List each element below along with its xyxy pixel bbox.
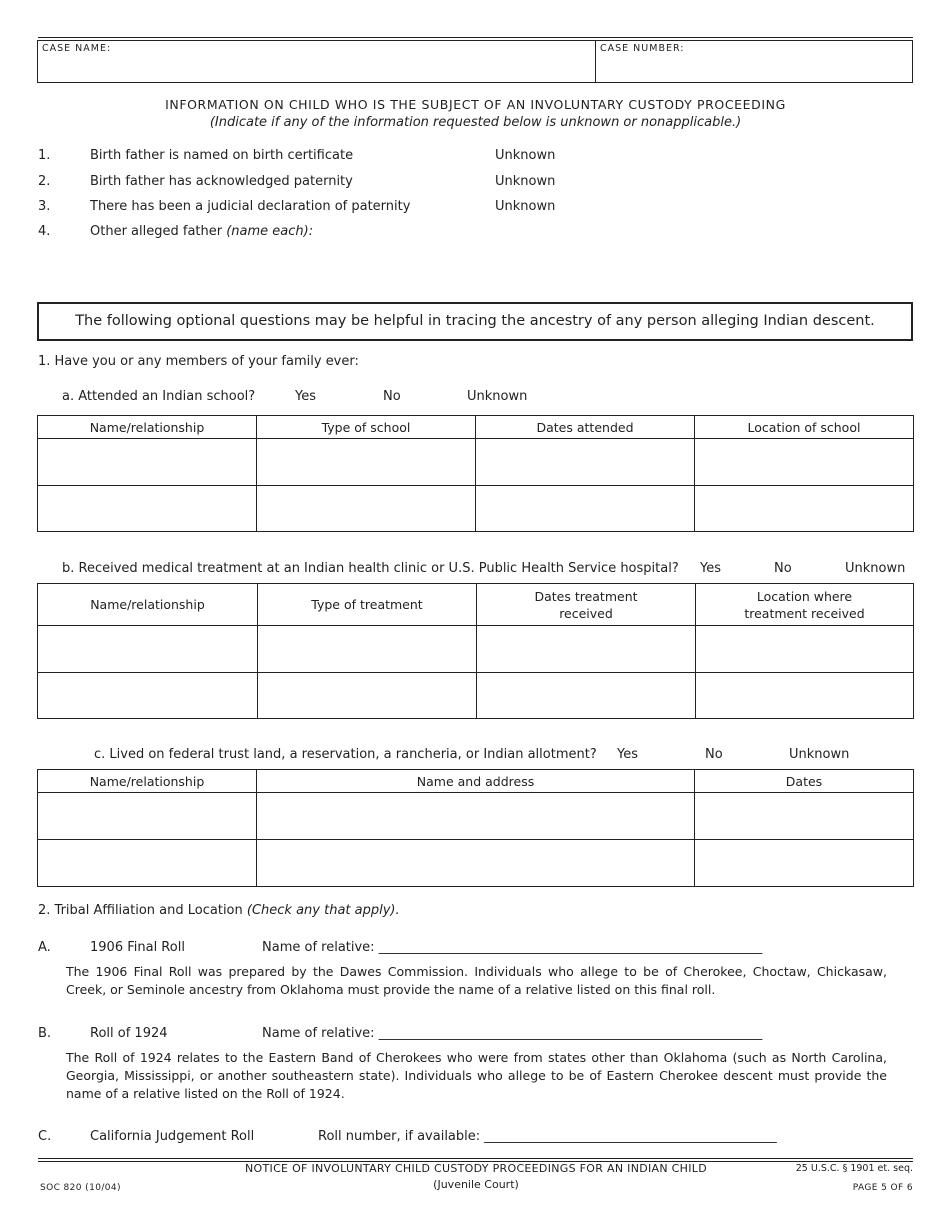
roll-a-checkbox-label[interactable]: 1906 Final Roll <box>90 940 185 955</box>
table-cell[interactable] <box>38 840 257 887</box>
footer-subtitle: (Juvenile Court) <box>433 1178 519 1191</box>
table-cell[interactable] <box>695 486 914 532</box>
table-cell[interactable] <box>258 626 477 673</box>
roll-b-description: The Roll of 1924 relates to the Eastern Band of Cherokees who were from states other than Oklahoma (such as North Carolina, Georgia, Mississippi, or another southeastern state). Individuals who allege to be of Eastern Cherokee descent must provide the name of a relative listed on the Roll of 1924. <box>66 1050 887 1101</box>
table-header-row <box>38 584 914 626</box>
info-item-2-num: 2. <box>38 174 51 189</box>
table-header-row <box>38 770 914 793</box>
info-item-1-status[interactable]: Unknown <box>495 148 556 163</box>
table-cell[interactable] <box>695 439 914 486</box>
q1c-question: c. Lived on federal trust land, a reservation, a rancheria, or Indian allotment? <box>94 747 597 762</box>
case-name-label: CASE NAME: <box>42 43 112 54</box>
q1a-unknown-option[interactable]: Unknown <box>467 389 528 404</box>
q1a-yes-option[interactable]: Yes <box>295 389 316 404</box>
table-header-row <box>38 416 914 439</box>
case-header-box <box>37 40 913 83</box>
roll-b-relative-field[interactable]: Name of relative: ___________________________________________________________ <box>262 1026 763 1041</box>
table-cell[interactable] <box>695 793 914 840</box>
q2-text: 2. Tribal Affiliation and Location <box>38 903 243 918</box>
column-header: Name/relationship <box>38 584 258 626</box>
table-cell[interactable] <box>257 793 695 840</box>
column-header: Location of school <box>695 416 914 439</box>
roll-a-letter: A. <box>38 940 51 955</box>
table-cell[interactable] <box>477 626 696 673</box>
info-item-1-text: Birth father is named on birth certificate <box>90 148 354 163</box>
table-cell[interactable] <box>476 486 695 532</box>
column-header: Location where treatment received <box>696 584 914 626</box>
table-cell[interactable] <box>38 626 258 673</box>
q1b-table <box>37 583 914 719</box>
info-item-4-line[interactable] <box>90 224 313 239</box>
optional-questions-notice: The following optional questions may be helpful in tracing the ancestry of any person alleging Indian descent. <box>37 302 913 341</box>
q2-line <box>38 903 400 918</box>
statute-citation: 25 U.S.C. § 1901 et. seq. <box>795 1163 913 1174</box>
column-header: Type of treatment <box>258 584 477 626</box>
table-row <box>38 626 914 673</box>
roll-c-letter: C. <box>38 1129 52 1144</box>
table-cell[interactable] <box>38 486 257 532</box>
info-item-4-num: 4. <box>38 224 51 239</box>
roll-a-relative-field[interactable]: Name of relative: ___________________________________________________________ <box>262 940 763 955</box>
table-cell[interactable] <box>695 840 914 887</box>
table-cell[interactable] <box>257 840 695 887</box>
case-number-field[interactable] <box>596 41 912 82</box>
q1a-question: a. Attended an Indian school? <box>62 389 256 404</box>
table-cell[interactable] <box>257 439 476 486</box>
column-header: Name and address <box>257 770 695 793</box>
roll-c-number-field[interactable]: Roll number, if available: _____________________________________________ <box>318 1129 777 1144</box>
q1a-no-option[interactable]: No <box>383 389 401 404</box>
info-title: INFORMATION ON CHILD WHO IS THE SUBJECT OF AN INVOLUNTARY CUSTODY PROCEEDING <box>165 97 786 112</box>
case-name-field[interactable] <box>38 41 596 82</box>
q1b-no-option[interactable]: No <box>774 561 792 576</box>
table-row <box>38 439 914 486</box>
page-number: PAGE 5 OF 6 <box>852 1183 913 1193</box>
table-cell[interactable] <box>477 673 696 719</box>
info-item-2-text: Birth father has acknowledged paternity <box>90 174 353 189</box>
column-header: Dates attended <box>476 416 695 439</box>
table-cell[interactable] <box>38 793 257 840</box>
table-cell[interactable] <box>38 439 257 486</box>
footer-title: NOTICE OF INVOLUNTARY CHILD CUSTODY PROCEEDINGS FOR AN INDIAN CHILD <box>245 1162 707 1175</box>
info-item-2-status[interactable]: Unknown <box>495 174 556 189</box>
q1c-no-option[interactable]: No <box>705 747 723 762</box>
q1-text: 1. Have you or any members of your family ever: <box>38 354 359 369</box>
info-subtitle: (Indicate if any of the information requested below is unknown or nonapplicable.) <box>209 115 742 130</box>
info-item-3-text: There has been a judicial declaration of paternity <box>90 199 411 214</box>
roll-c-checkbox-label[interactable]: California Judgement Roll <box>90 1129 255 1144</box>
q1c-yes-option[interactable]: Yes <box>617 747 638 762</box>
table-cell[interactable] <box>476 439 695 486</box>
form-id: SOC 820 (10/04) <box>40 1183 121 1193</box>
info-item-1-num: 1. <box>38 148 51 163</box>
column-header: Dates treatment received <box>477 584 696 626</box>
roll-b-checkbox-label[interactable]: Roll of 1924 <box>90 1026 168 1041</box>
table-row <box>38 793 914 840</box>
q1b-unknown-option[interactable]: Unknown <box>845 561 906 576</box>
q1c-unknown-option[interactable]: Unknown <box>789 747 850 762</box>
column-header: Name/relationship <box>38 416 257 439</box>
info-item-3-num: 3. <box>38 199 51 214</box>
case-number-label: CASE NUMBER: <box>600 43 685 54</box>
table-cell[interactable] <box>696 673 914 719</box>
info-item-4-text: Other alleged father <box>90 224 223 239</box>
q1b-question: b. Received medical treatment at an Indian health clinic or U.S. Public Health Service hospital? <box>62 561 679 576</box>
column-header: Dates <box>695 770 914 793</box>
footer-rule-top <box>38 1158 913 1159</box>
table-cell[interactable] <box>257 486 476 532</box>
table-cell[interactable] <box>38 673 258 719</box>
q1a-table <box>37 415 914 532</box>
info-item-3-status[interactable]: Unknown <box>495 199 556 214</box>
table-cell[interactable] <box>258 673 477 719</box>
column-header: Name/relationship <box>38 770 257 793</box>
roll-b-letter: B. <box>38 1026 52 1041</box>
column-header: Type of school <box>257 416 476 439</box>
table-cell[interactable] <box>696 626 914 673</box>
top-rule <box>38 37 913 38</box>
q1b-yes-option[interactable]: Yes <box>700 561 721 576</box>
info-item-4-note: (name each): <box>226 224 314 239</box>
q1c-table <box>37 769 914 887</box>
q2-note: (Check any that apply). <box>246 903 400 918</box>
table-row <box>38 673 914 719</box>
table-row <box>38 840 914 887</box>
roll-a-description: The 1906 Final Roll was prepared by the Dawes Commission. Individuals who allege to be of Cherokee, Choctaw, Chickasaw, Creek, or Seminole ancestry from Oklahoma must provide the name of a relative listed on this final roll. <box>66 964 887 997</box>
table-row <box>38 486 914 532</box>
